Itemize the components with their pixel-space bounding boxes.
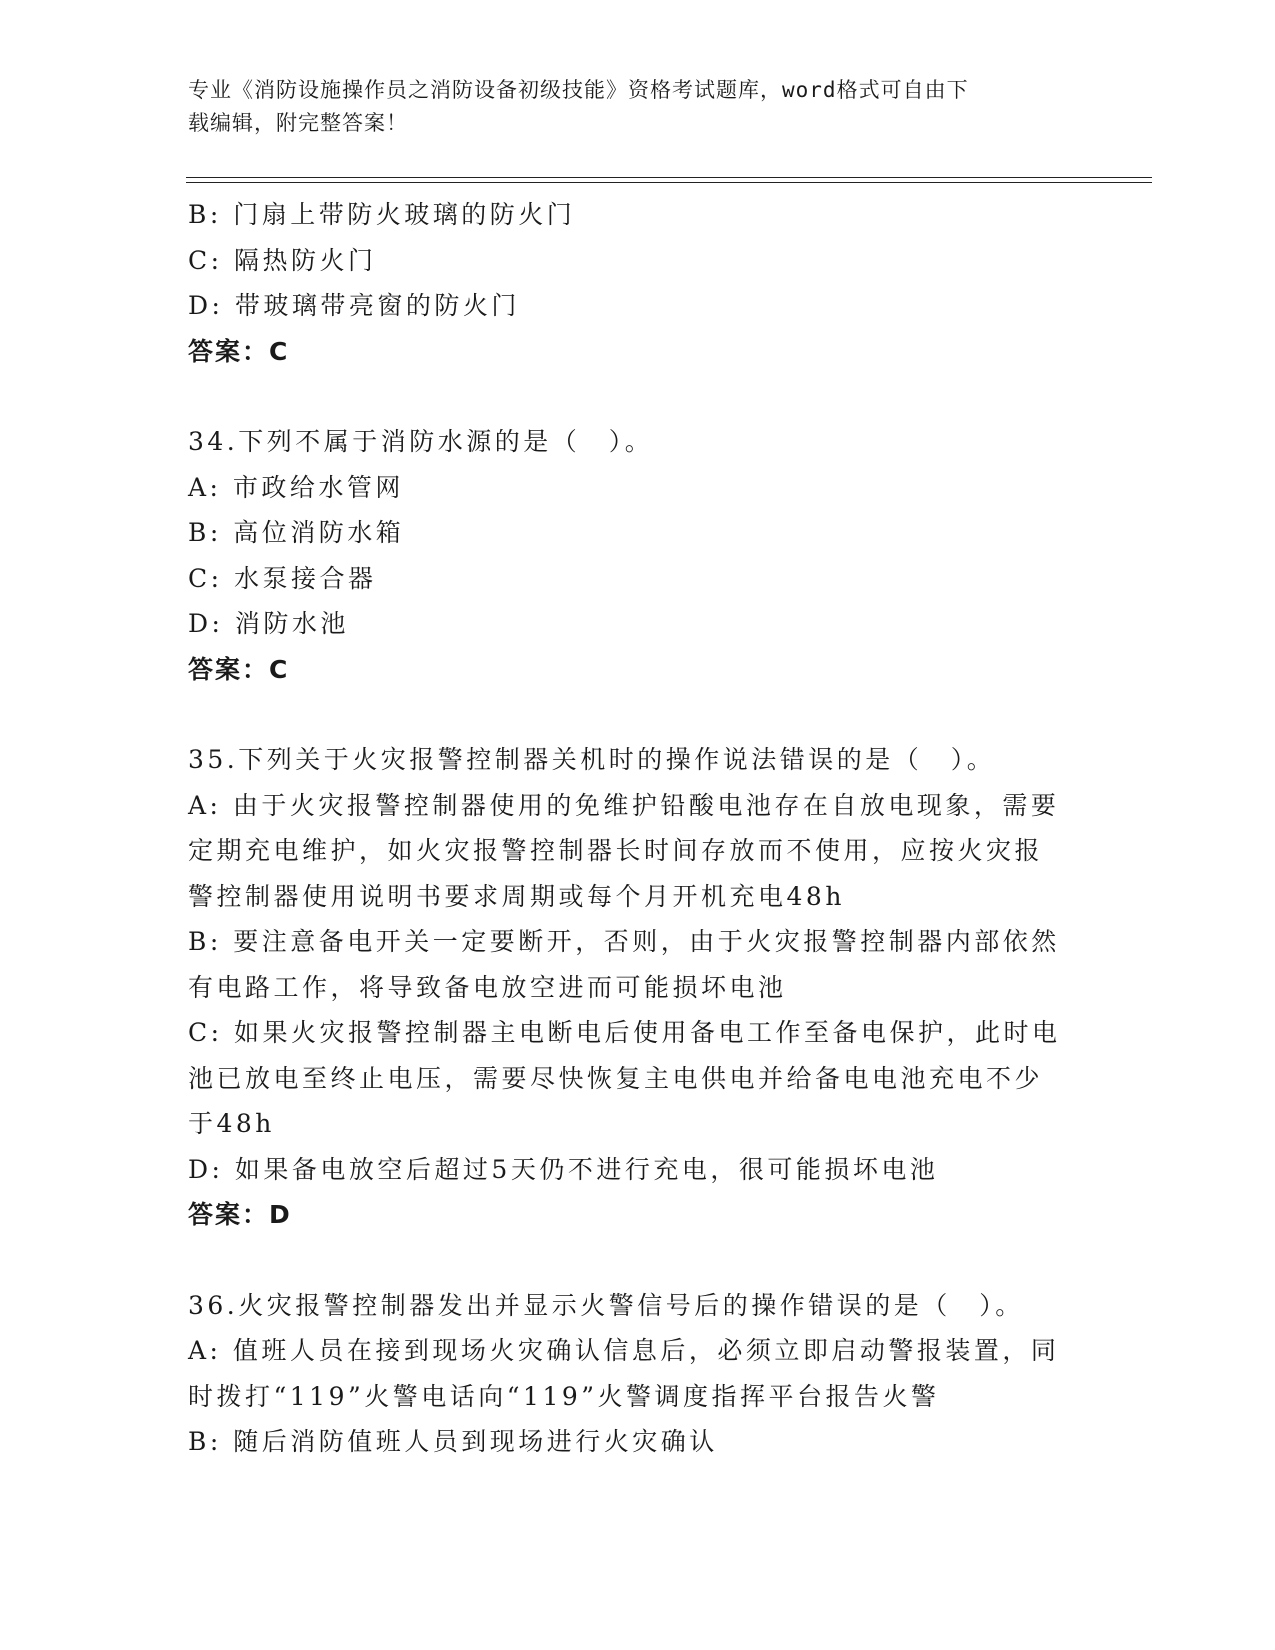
header-line-1: 专业《消防设施操作员之消防设备初级技能》资格考试题库，word格式可自由下 <box>188 78 969 102</box>
document-header <box>188 74 1068 140</box>
option-d: D: 如果备电放空后超过5天仍不进行充电，很可能损坏电池 <box>188 1154 939 1184</box>
option-b: B: 高位消防水箱 <box>188 518 405 547</box>
answer-line: 答案：C <box>188 336 290 366</box>
option-b: B: 随后消防值班人员到现场进行火灾确认 <box>188 1427 718 1456</box>
option-c-line-3: 于48h <box>188 1109 275 1138</box>
header-divider-bottom <box>186 182 1152 183</box>
option-b-line-1: B: 要注意备电开关一定要断开，否则，由于火灾报警控制器内部依然 <box>188 927 1060 956</box>
question-33-continued <box>188 192 1088 374</box>
option-d: D: 带玻璃带亮窗的防火门 <box>188 291 520 320</box>
option-b: B: 门扇上带防火玻璃的防火门 <box>188 200 576 229</box>
option-a-line-2: 定期充电维护，如火灾报警控制器长时间存放而不使用，应按火灾报 <box>188 836 1044 865</box>
option-c-line-1: C: 如果火灾报警控制器主电断电后使用备电工作至备电保护，此时电 <box>188 1018 1061 1047</box>
question-35 <box>188 737 1088 1238</box>
spacer <box>188 692 1088 737</box>
question-stem: 34.下列不属于消防水源的是（ ）。 <box>188 427 654 456</box>
option-c: C: 隔热防火门 <box>188 245 377 275</box>
option-d: D: 消防水池 <box>188 609 349 638</box>
option-a: A: 市政给水管网 <box>188 472 404 502</box>
option-b-line-2: 有电路工作，将导致备电放空进而可能损坏电池 <box>188 972 787 1002</box>
question-34 <box>188 419 1088 692</box>
question-36 <box>188 1283 1088 1465</box>
option-c: C: 水泵接合器 <box>188 563 377 593</box>
option-a-line-1: A: 值班人员在接到现场火灾确认信息后，必须立即启动警报装置，同 <box>188 1336 1060 1365</box>
option-a-line-3: 警控制器使用说明书要求周期或每个月开机充电48h <box>188 881 845 911</box>
answer-line: 答案：D <box>188 1200 292 1229</box>
option-a-line-2: 时拨打“119”火警电话向“119”火警调度指挥平台报告火警 <box>188 1381 940 1411</box>
answer-line: 答案：C <box>188 654 290 684</box>
option-a-line-1: A: 由于火灾报警控制器使用的免维护铅酸电池存在自放电现象，需要 <box>188 790 1060 820</box>
question-stem: 36.火灾报警控制器发出并显示火警信号后的操作错误的是（ ）。 <box>188 1290 1024 1320</box>
spacer <box>188 374 1088 419</box>
spacer <box>188 1238 1088 1283</box>
header-divider-top <box>186 177 1152 178</box>
header-line-2: 载编辑，附完整答案！ <box>188 111 408 135</box>
question-list <box>188 192 1088 1465</box>
question-stem: 35.下列关于火灾报警控制器关机时的操作说法错误的是（ ）。 <box>188 745 996 774</box>
option-c-line-2: 池已放电至终止电压，需要尽快恢复主电供电并给备电电池充电不少 <box>188 1063 1044 1093</box>
